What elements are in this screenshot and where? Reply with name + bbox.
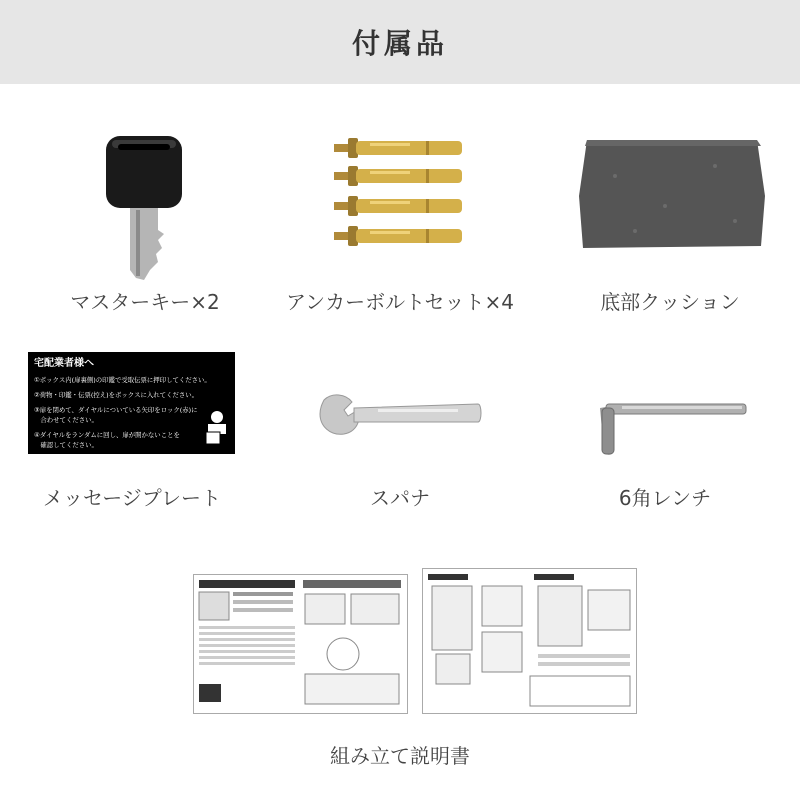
bottom-cushion-image [575,136,770,252]
message-plate-line: 確認してください。 [34,441,98,449]
caption-anchor-bolt-set: アンカーボルトセット×4 [285,290,515,314]
assembly-manual-left-image [193,574,408,714]
message-plate-line: ①ボックス内(扉裏側)の印鑑で受取伝票に押印してください。 [34,376,211,384]
message-plate-line: ④ダイヤルをランダムに回し、扉が開かないことを [34,431,180,439]
message-plate-line: 合わせてください。 [34,416,98,424]
caption-bottom-cushion: 底部クッション [600,290,740,314]
message-plate-title: 宅配業者様へ [34,358,94,369]
delivery-person-icon [204,410,230,446]
page-title: 付属品 [351,27,448,60]
message-plate-image [28,352,235,454]
message-plate-line: ③扉を閉めて、ダイヤルについている矢印をロック(赤)に [34,406,198,414]
spanner-image [318,392,483,442]
assembly-manual-right-image [422,568,637,714]
message-plate-line: ②荷物・印鑑・伝票(控え)をボックスに入れてください。 [34,391,199,399]
anchor-bolt-set-image [330,132,470,257]
header-bar [0,0,800,84]
caption-spanner: スパナ [370,486,430,510]
master-key-image [100,130,190,280]
caption-assembly-manual: 組み立て説明書 [330,744,470,768]
caption-hex-wrench: 6角レンチ [618,486,712,510]
caption-master-key: マスターキー×2 [70,290,220,314]
hex-wrench-image [592,398,752,460]
caption-message-plate: メッセージプレート [43,486,221,510]
